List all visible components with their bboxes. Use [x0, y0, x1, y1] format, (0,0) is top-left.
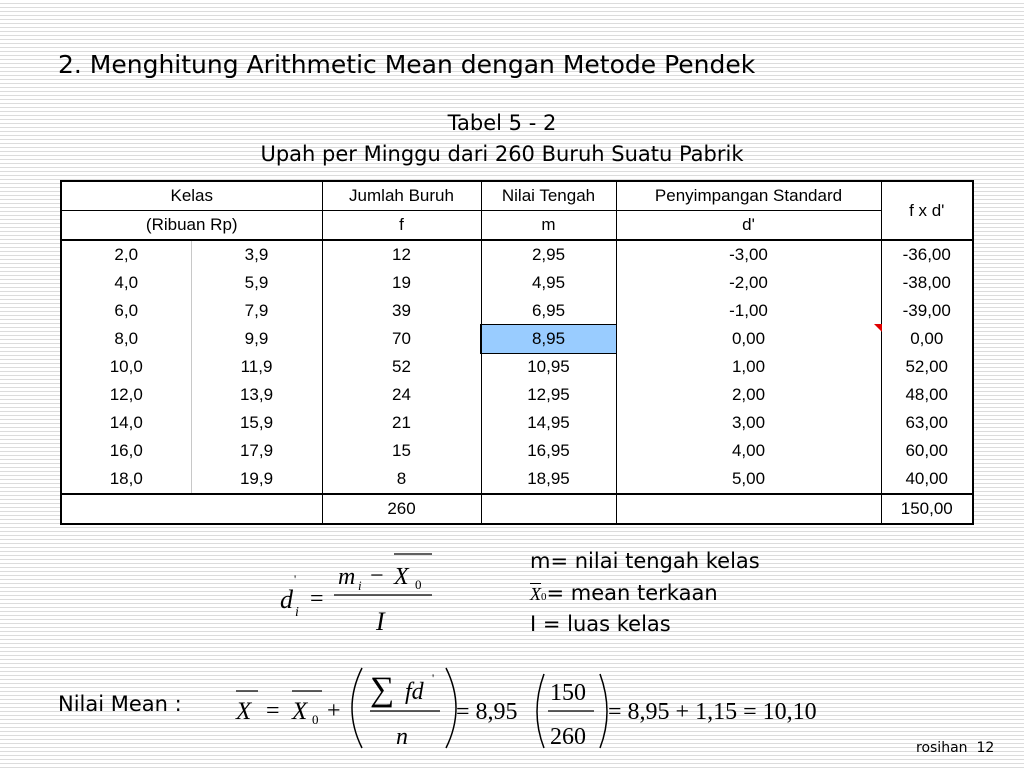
mean-label: Nilai Mean : — [58, 692, 182, 716]
row-fxd: -36,00 — [881, 240, 973, 269]
row-frequency: 70 — [322, 325, 481, 353]
f2-n: n — [396, 724, 408, 750]
header-jumlah-buruh: Jumlah Buruh — [322, 181, 481, 211]
row-deviation: -1,00 — [616, 297, 881, 325]
f2-fd-sup: ' — [432, 671, 435, 685]
f2-sigma: ∑ — [370, 671, 395, 708]
row-midpoint: 12,95 — [481, 381, 616, 409]
header-d: d' — [616, 211, 881, 241]
header-penyimpangan: Penyimpangan Standard — [616, 181, 881, 211]
total-fd: 150,00 — [881, 494, 973, 524]
footer — [916, 740, 994, 756]
f2-fd: fd — [405, 679, 424, 705]
f1-den: I — [376, 607, 385, 636]
comment-marker — [874, 324, 882, 332]
row-class-high: 7,9 — [191, 297, 322, 325]
table-row — [61, 325, 973, 353]
footer-author: rosihan — [916, 740, 968, 756]
row-frequency: 39 — [322, 297, 481, 325]
table-row — [61, 297, 973, 325]
f2-x: X — [236, 698, 252, 725]
row-midpoint: 16,95 — [481, 437, 616, 465]
row-fxd: -39,00 — [881, 297, 973, 325]
row-class-high: 17,9 — [191, 437, 322, 465]
row-fxd: 52,00 — [881, 353, 973, 381]
row-deviation: 2,00 — [616, 381, 881, 409]
row-frequency: 52 — [322, 353, 481, 381]
row-deviation: 4,00 — [616, 437, 881, 465]
row-class-low: 12,0 — [61, 381, 191, 409]
formula-mean — [230, 660, 860, 755]
legend-x0-symbol: X — [530, 584, 541, 604]
table-caption-title: Upah per Minggu dari 260 Buruh Suatu Pabrik — [260, 142, 744, 166]
f2-eq: = — [266, 698, 280, 724]
row-midpoint: 6,95 — [481, 297, 616, 325]
row-frequency: 24 — [322, 381, 481, 409]
row-fxd: 48,00 — [881, 381, 973, 409]
f1-eq: = — [310, 586, 324, 612]
f2-frac-den: 260 — [550, 724, 586, 750]
table-row — [61, 437, 973, 465]
row-class-low: 4,0 — [61, 269, 191, 297]
row-frequency: 8 — [322, 465, 481, 494]
row-class-low: 16,0 — [61, 437, 191, 465]
row-midpoint: 2,95 — [481, 240, 616, 269]
row-class-low: 14,0 — [61, 409, 191, 437]
row-class-low: 2,0 — [61, 240, 191, 269]
header-ribuan: (Ribuan Rp) — [61, 211, 322, 241]
header-m: m — [481, 211, 616, 241]
legend-x0 — [530, 581, 718, 605]
row-midpoint: 18,95 — [481, 465, 616, 494]
header-nilai-tengah: Nilai Tengah — [481, 181, 616, 211]
f1-lhs-sup: ' — [294, 572, 297, 586]
total-row — [61, 494, 973, 524]
row-midpoint: 10,95 — [481, 353, 616, 381]
f1-minus: − — [370, 563, 384, 589]
table-row — [61, 409, 973, 437]
row-fxd: 60,00 — [881, 437, 973, 465]
row-deviation: 5,00 — [616, 465, 881, 494]
table-row — [61, 269, 973, 297]
row-class-high: 19,9 — [191, 465, 322, 494]
f1-num-x: X — [394, 564, 409, 590]
row-class-low: 10,0 — [61, 353, 191, 381]
formula-deviation — [270, 548, 450, 638]
header-fxd: f x d' — [881, 181, 973, 240]
row-deviation: -3,00 — [616, 240, 881, 269]
table-row — [61, 465, 973, 494]
legend-i: I = luas kelas — [530, 612, 671, 636]
f2-eq2: = 8,95 — [456, 699, 518, 725]
table-caption-number: Tabel 5 - 2 — [447, 111, 557, 135]
row-midpoint: 8,95 — [481, 325, 616, 353]
row-deviation: 3,00 — [616, 409, 881, 437]
row-class-high: 15,9 — [191, 409, 322, 437]
header-f: f — [322, 211, 481, 241]
f1-num-m: m — [338, 564, 356, 590]
row-frequency: 12 — [322, 240, 481, 269]
header-row-1 — [61, 181, 973, 211]
total-label-cell — [61, 494, 322, 524]
legend-m: m= nilai tengah kelas — [530, 549, 760, 573]
table-row — [61, 381, 973, 409]
f2-x0-sub: 0 — [312, 712, 319, 727]
header-kelas: Kelas — [61, 181, 322, 211]
row-class-high: 11,9 — [191, 353, 322, 381]
row-class-high: 9,9 — [191, 325, 322, 353]
f1-lhs: d — [280, 585, 293, 614]
row-class-high: 13,9 — [191, 381, 322, 409]
row-deviation: 1,00 — [616, 353, 881, 381]
total-d-empty — [616, 494, 881, 524]
row-class-low: 8,0 — [61, 325, 191, 353]
row-fxd: 40,00 — [881, 465, 973, 494]
legend-x0-sub: 0 — [541, 591, 547, 603]
total-f: 260 — [322, 494, 481, 524]
row-class-high: 5,9 — [191, 269, 322, 297]
f1-num-m-sub: i — [358, 578, 362, 593]
wage-table — [60, 180, 974, 525]
row-class-high: 3,9 — [191, 240, 322, 269]
row-fxd: -38,00 — [881, 269, 973, 297]
row-deviation: 0,00 — [616, 325, 881, 353]
row-class-low: 6,0 — [61, 297, 191, 325]
f2-plus: + — [327, 698, 341, 724]
table-row — [61, 240, 973, 269]
row-class-low: 18,0 — [61, 465, 191, 494]
f1-lhs-sub: i — [295, 605, 299, 620]
row-midpoint: 4,95 — [481, 269, 616, 297]
f1-num-x-sub: 0 — [415, 577, 422, 592]
row-midpoint: 14,95 — [481, 409, 616, 437]
f2-frac-num: 150 — [550, 680, 586, 706]
header-row-2 — [61, 211, 973, 241]
row-frequency: 19 — [322, 269, 481, 297]
row-frequency: 15 — [322, 437, 481, 465]
footer-page-number: 12 — [976, 740, 995, 756]
row-fxd: 63,00 — [881, 409, 973, 437]
page-heading: 2. Menghitung Arithmetic Mean dengan Metode Pendek — [58, 50, 756, 79]
total-m-empty — [481, 494, 616, 524]
f2-result: = 8,95 + 1,15 = 10,10 — [608, 699, 817, 725]
row-deviation: -2,00 — [616, 269, 881, 297]
table-row — [61, 353, 973, 381]
row-fxd: 0,00 — [881, 325, 973, 353]
f2-x0: X — [292, 698, 308, 725]
row-frequency: 21 — [322, 409, 481, 437]
legend-x0-text: = mean terkaan — [546, 581, 718, 605]
